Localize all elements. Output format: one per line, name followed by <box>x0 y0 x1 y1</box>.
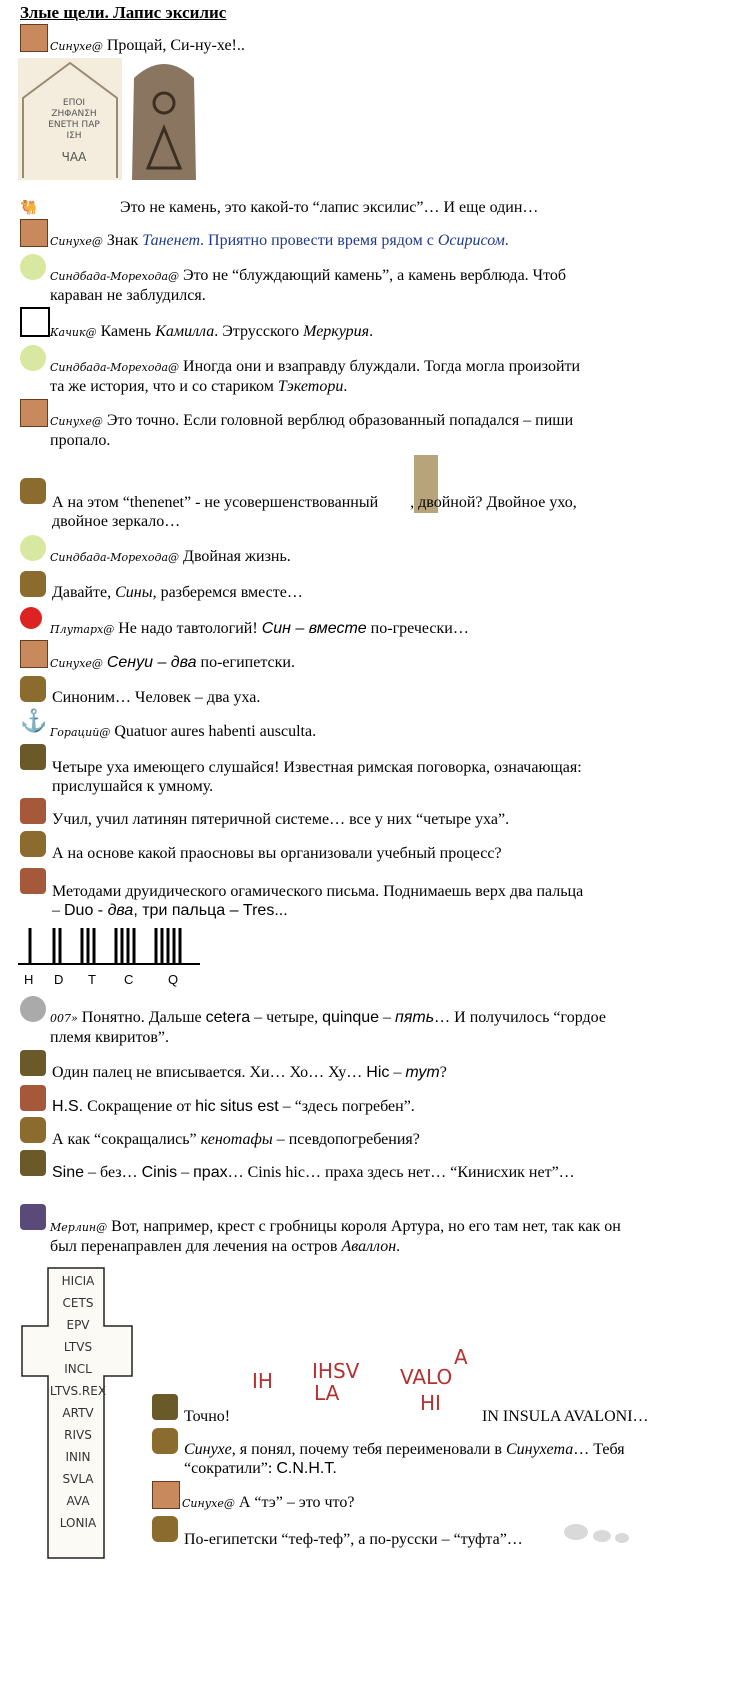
message-text: . <box>369 323 374 340</box>
tanenet-stone-image <box>128 58 200 180</box>
nick-sinuhe: Синухе@ <box>182 1497 235 1510</box>
message-text: Двойная жизнь. <box>183 548 291 565</box>
message-text: IN INSULA AVALONI… <box>482 1408 649 1425</box>
camel-avatar <box>20 571 46 597</box>
message-text: Знак <box>106 232 143 249</box>
message-text: два <box>107 902 134 919</box>
druid-avatar <box>20 1085 46 1111</box>
nick-horace: Гораций@ <box>50 726 111 739</box>
cross-text: LONIA <box>59 1516 97 1530</box>
red-text: IHSV <box>312 1359 360 1383</box>
message-text: ? <box>439 1064 447 1081</box>
sinuhe-avatar <box>20 219 48 247</box>
message-text: Синухета <box>505 1441 574 1458</box>
merlin-avatar <box>20 1204 46 1230</box>
nick-sindbad: Синдбада-Морехода@ <box>50 270 180 283</box>
message-text: Sine <box>52 1164 85 1181</box>
red-text: A <box>454 1345 468 1369</box>
message-text: – <box>389 1064 406 1081</box>
message-text: Это точно. Если головной верблюд образованный попадался – пиши пропало. <box>50 412 574 449</box>
anchor-icon: ⚓ <box>20 708 48 733</box>
cross-text: SVLA <box>62 1472 94 1486</box>
nick-bond: 007» <box>50 1012 78 1025</box>
message-text: Hic <box>366 1064 390 1081</box>
message-text: – псевдопогребения? <box>272 1131 420 1148</box>
red-text: IH <box>252 1369 273 1393</box>
message-text: по-египетски. <box>196 654 295 671</box>
message-text: пять <box>395 1009 435 1026</box>
message-text: Quatuor aures habenti ausculta. <box>114 723 317 740</box>
message-text: Четыре уха имеющего слушайся! Известная римская поговорка, означающая: прислушайся к умному. <box>52 759 582 795</box>
kachik-avatar <box>20 307 50 337</box>
message-text: Не надо тавтологий! <box>118 620 262 637</box>
camel-icons <box>18 184 120 218</box>
message-text: , разберемся вместе… <box>152 584 303 601</box>
message-text: Сокращение от <box>83 1098 196 1115</box>
camel-avatar <box>20 1117 46 1143</box>
inscribed-stone-image <box>18 58 122 180</box>
message-text: Один палец не вписывается. Хи… Хо… Ху… <box>52 1064 367 1081</box>
nick-sinuhe: Синухе@ <box>50 235 103 248</box>
red-text: VALO <box>400 1365 453 1389</box>
camel-avatar <box>152 1516 178 1542</box>
message-text: По-египетски “теф-теф”, а по-русски – “туфта”… <box>184 1531 523 1548</box>
camel-avatar <box>20 676 46 702</box>
camel-icons <box>560 1512 634 1546</box>
moose-avatar <box>20 744 46 770</box>
message-text: Давайте, <box>52 584 116 601</box>
message-text: H.S. <box>52 1098 84 1115</box>
message-text: Это не камень, это какой-то “лапис эксилис”… И еще один… <box>120 199 539 216</box>
sinuhe-avatar <box>152 1481 180 1509</box>
cross-text: AVA <box>66 1494 90 1508</box>
message-text: кенотафы <box>200 1131 273 1148</box>
message-text: . Приятно провести время рядом с <box>200 232 438 249</box>
cross-text: EPV <box>66 1318 90 1332</box>
message-text: Аваллон <box>341 1238 397 1255</box>
message-text: Cinis <box>141 1164 178 1181</box>
message-text: Это не “блуждающий камень”, а камень верблюда. Чтоб караван не заблудился. <box>50 267 566 304</box>
message-text: Синухе <box>184 1441 232 1458</box>
cross-text: HICIA <box>61 1274 95 1288</box>
message-text: . <box>504 232 509 249</box>
message-text: … И получилось “гордое племя квиритов”. <box>50 1009 606 1046</box>
stone-text-2: ΖΗΦΑΝΣΗ <box>51 109 97 119</box>
cross-text: RIVS <box>64 1428 92 1442</box>
druid-avatar <box>20 798 46 824</box>
druid-avatar <box>20 868 46 894</box>
message-text: Понятно. Дальше <box>81 1009 206 1026</box>
message-text: … Cinis hic… праха здесь нет… “Кинисхик нет”… <box>227 1164 575 1181</box>
stone-text-4: ЧАА <box>61 150 87 164</box>
message-text: . Этрусского <box>214 323 304 340</box>
stone-text-3: ΕΝΕΤΗ ΠΑΡ ΙΣΗ <box>48 120 100 141</box>
camel-avatar <box>152 1428 178 1454</box>
sindbad-avatar <box>20 254 46 280</box>
message-text: . <box>396 1238 401 1255</box>
page-title: Злые щели. Лапис эксилис <box>20 3 227 22</box>
sindbad-avatar <box>20 535 46 561</box>
message-text: Duo - <box>64 902 108 919</box>
message-text: – “здесь погребен”. <box>278 1098 415 1115</box>
message-text: – четыре, <box>250 1009 323 1026</box>
cross-text: ININ <box>65 1450 91 1464</box>
nick-kachik: Качик@ <box>50 326 97 339</box>
message-text: quinque <box>322 1009 380 1026</box>
nick-sinuhe: Синухе@ <box>50 415 103 428</box>
ogham-letter: D <box>54 972 64 987</box>
ogham-letter: Q <box>168 972 179 987</box>
message-text: Камень <box>100 323 156 340</box>
message-text: , три пальца – Tres... <box>133 902 288 919</box>
message-text: Иногда они и взаправду блуждали. Тогда могла произойти та же история, что и со стариком <box>50 358 581 395</box>
cross-text: INCL <box>64 1362 92 1376</box>
svg-text:🐫: 🐫 <box>20 201 38 216</box>
ogham-letter: T <box>88 972 96 987</box>
cross-text: LTVS <box>63 1340 93 1354</box>
message-text: Синоним… Человек – два уха. <box>52 689 261 706</box>
nick-sindbad: Синдбада-Морехода@ <box>50 361 180 374</box>
arthur-cross-image <box>18 1266 134 1560</box>
ogham-letter: H <box>24 972 34 987</box>
message-text: Прощай, Си-ну-хе!.. <box>106 37 245 54</box>
stone-text-1: ΕΠΟΙ <box>62 98 86 108</box>
message-text: . <box>343 378 348 395</box>
message-text: Методами друидического огамического письма. Поднимаешь верх два пальца – <box>52 883 584 919</box>
message-text: – <box>177 1164 194 1181</box>
message-text: А на этом “thenenet” - не усовершенствованный <box>52 494 383 511</box>
message-text: А как “сокращались” <box>52 1131 201 1148</box>
message-text: Учил, учил латинян пятеричной системе… все у них “четыре уха”. <box>52 811 510 828</box>
message-text: … Тебя “сократили”: <box>184 1441 625 1477</box>
message-text: – без… <box>84 1164 142 1181</box>
message-text: , я понял, почему тебя переименовали в <box>231 1441 506 1458</box>
sindbad-avatar <box>20 345 46 371</box>
moose-avatar <box>20 1150 46 1176</box>
message-text: Таненет <box>142 232 201 249</box>
message-text: по-гречески… <box>366 620 469 637</box>
sinuhe-avatar <box>20 640 48 668</box>
nick-sinuhe: Синухе@ <box>50 40 103 53</box>
red-text: HI <box>420 1391 441 1415</box>
sinuhe-avatar <box>20 24 48 52</box>
message-text: прах <box>193 1164 228 1181</box>
camel-avatar <box>20 831 46 857</box>
message-text: тут <box>405 1064 440 1081</box>
message-text: cetera <box>205 1009 251 1026</box>
nick-sindbad: Синдбада-Морехода@ <box>50 551 180 564</box>
moose-avatar <box>20 1050 46 1076</box>
message-text: Тэкетори <box>277 378 344 395</box>
red-text: LA <box>314 1381 340 1405</box>
nick-plutarch: Плутарх@ <box>50 623 115 636</box>
message-text: hic situs est <box>195 1098 279 1115</box>
nick-merlin: Мерлин@ <box>50 1221 108 1234</box>
moose-avatar <box>152 1394 178 1420</box>
message-text: , двойной? Двойное ухо, двойное зеркало… <box>52 494 577 530</box>
message-text: Сины <box>115 584 153 601</box>
ogham-letter: C <box>124 972 134 987</box>
message-text: А на основе какой праосновы вы организовали учебный процесс? <box>52 845 502 862</box>
message-text: Осирисом <box>437 232 505 249</box>
message-text: Камилла <box>155 323 215 340</box>
message-text: Меркурия <box>303 323 370 340</box>
message-text: Сенуи – два <box>106 654 197 671</box>
nick-sinuhe: Синухе@ <box>50 657 103 670</box>
plutarch-avatar <box>20 607 42 629</box>
message-text: А “тэ” – это что? <box>238 1494 355 1511</box>
cross-text: ARTV <box>62 1406 94 1420</box>
message-text: – <box>379 1009 396 1026</box>
message-text: Син – вместе <box>261 620 367 637</box>
cross-text: CETS <box>62 1296 94 1310</box>
ogham-diagram <box>18 920 200 992</box>
cross-text: LTVS.REX <box>49 1384 107 1398</box>
message-text: Точно! <box>184 1408 231 1425</box>
message-text: Вот, например, крест с гробницы короля Артура, но его там нет, так как он был перенаправлен для лечения на остров <box>50 1218 621 1255</box>
camel-avatar <box>20 478 46 504</box>
bond-avatar <box>20 996 46 1022</box>
sinuhe-avatar <box>20 399 48 427</box>
message-text: C.N.H.T. <box>276 1460 337 1477</box>
